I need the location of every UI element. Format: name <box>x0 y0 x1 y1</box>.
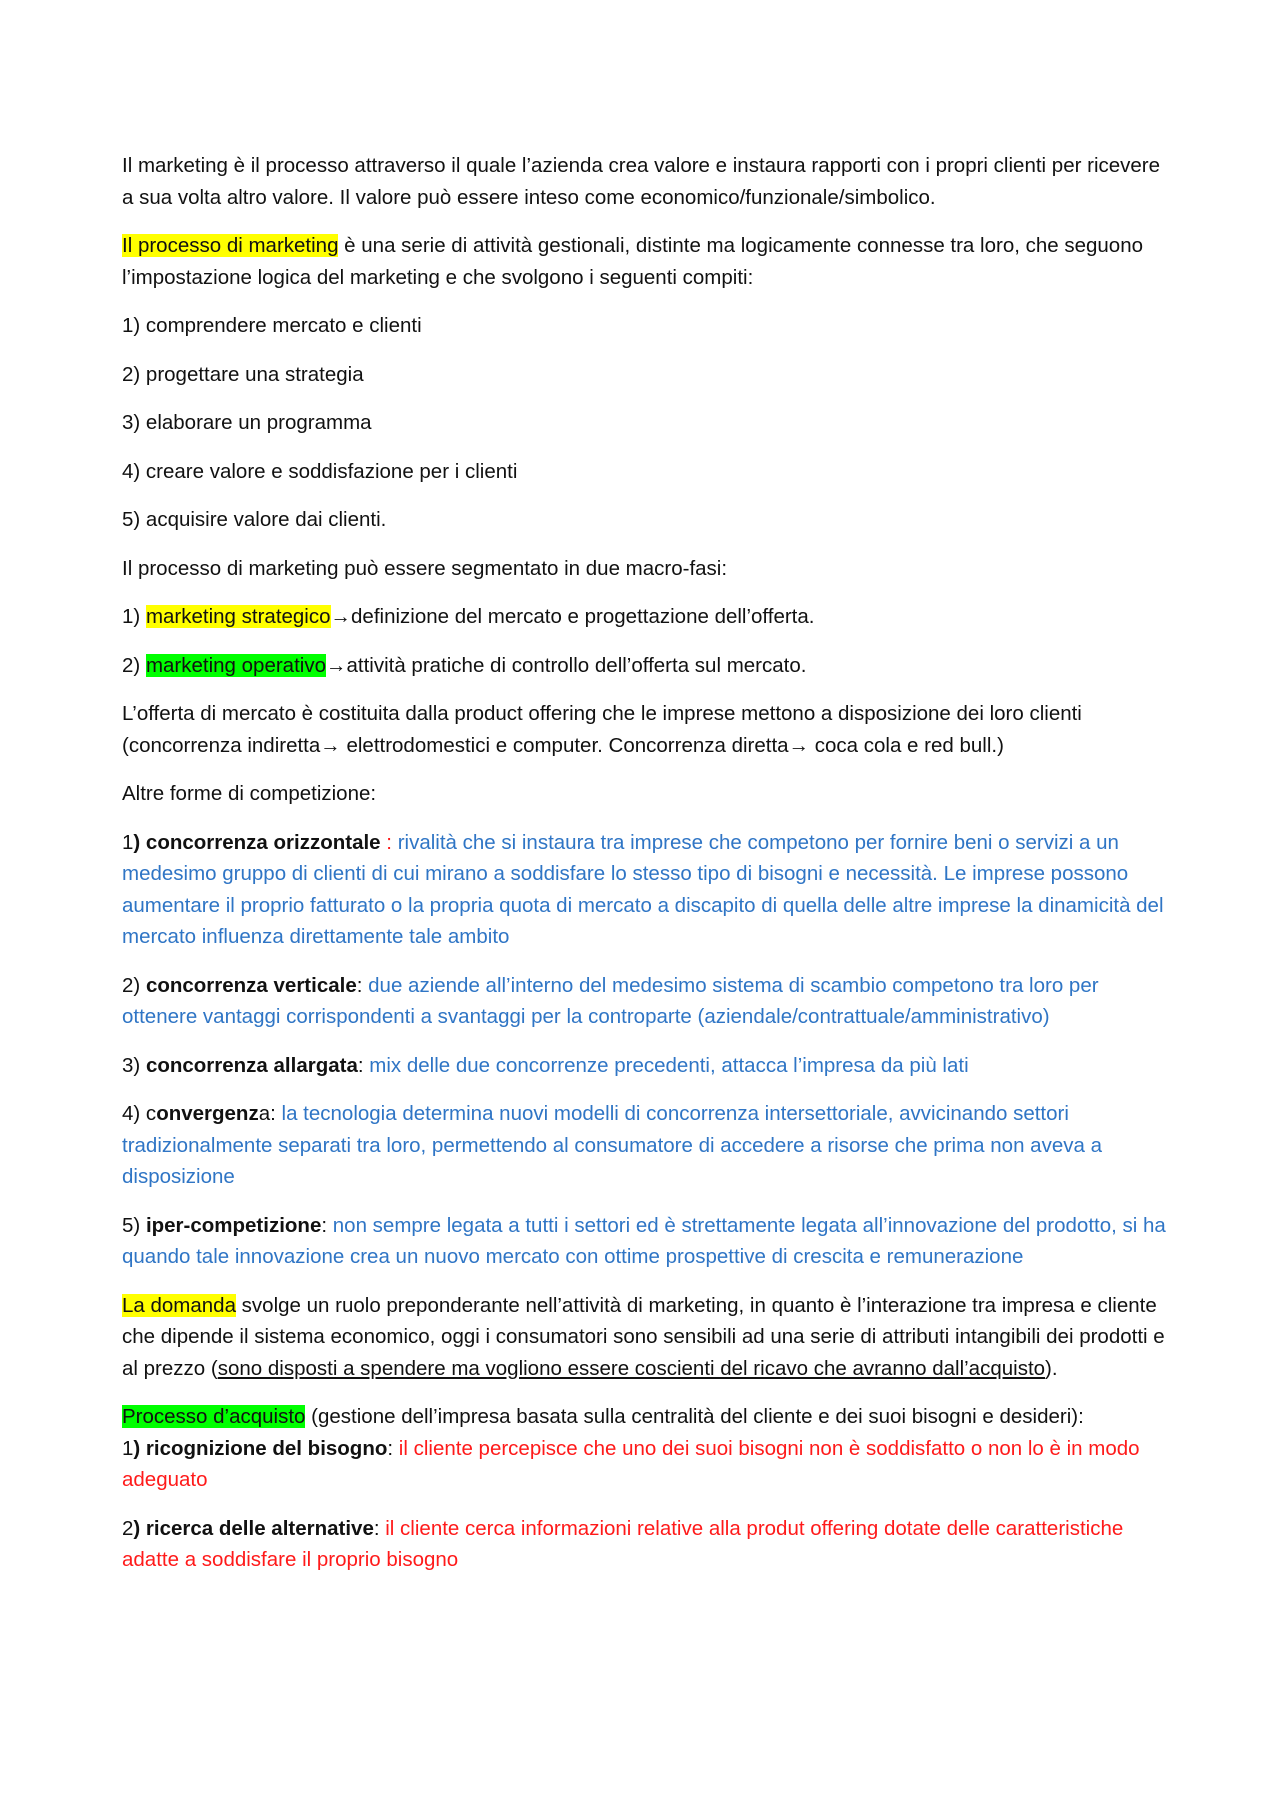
domanda-text: svolge un ruolo preponderante nell’attività di marketing, in quanto è l’interazione tra impresa e cliente che dipende il sistema economico, oggi i consumatori sono sensibili ad una serie di attributi intangibili dei prodotti e al prezzo ( <box>122 1293 1165 1380</box>
competizione-item <box>122 970 1170 1033</box>
acquisto-term: ) ricognizione del bisogno <box>133 1436 388 1460</box>
competizione-number: 5) <box>122 1213 146 1237</box>
processo-highlight: Il processo di marketing <box>122 234 339 257</box>
offerta-paragraph <box>122 698 1170 761</box>
competizione-number: 4) c <box>122 1102 157 1125</box>
competizione-separator: : <box>321 1213 333 1237</box>
competizione-description: rivalità che si instaura tra imprese che competono per fornire beni o servizi a un medesimo gruppo di clienti di cui mirano a soddisfare lo stesso tipo di bisogni e necessità. Le imprese possono aumentare il proprio fatturato o la propria quota di mercato a discapito di quella delle altre imprese la dinamicità del mercato influenza direttamente tale ambito <box>122 830 1164 948</box>
competizione-item <box>122 1050 1170 1082</box>
intro-paragraph: Il marketing è il processo attraverso il quale l’azienda crea valore e instaura rapporti con i propri clienti per ricevere a sua volta altro valore. Il valore può essere inteso come economico/funzionale/simbolico. <box>122 154 1161 209</box>
competizione-description: non sempre legata a tutti i settori ed è strettamente legata all’innovazione del prodotto, si ha quando tale innovazione crea un nuovo mercato con ottime prospettive di crescita e remunerazione <box>122 1213 1166 1268</box>
competizione-separator: : <box>357 1053 370 1077</box>
competizione-item <box>122 1210 1170 1273</box>
acquisto-description: il cliente percepisce che uno dei suoi bisogni non è soddisfatto o non lo è in modo adeguato <box>122 1436 1140 1491</box>
compito-item: 3) elaborare un programma <box>122 411 372 434</box>
macro-fase-number: 2) <box>122 653 146 677</box>
arrow-right-icon: → <box>320 733 341 757</box>
offerta-text: coca cola e red bull.) <box>809 733 1004 757</box>
compito-item: 4) creare valore e soddisfazione per i clienti <box>122 459 518 483</box>
competizione-description: due aziende all’interno del medesimo sistema di scambio competono tra loro per ottenere vantaggi corrispondenti a svantaggi per la controparte (aziendale/contrattuale/amministrativo) <box>122 973 1099 1028</box>
macro-fase-highlight: marketing operativo <box>145 653 326 677</box>
competizione-number: 2) <box>122 973 146 997</box>
offerta-text: elettrodomestici e computer. Concorrenza diretta <box>340 733 789 757</box>
competizione-term: concorrenza verticale <box>145 973 357 997</box>
macro-fase-item <box>122 601 1170 633</box>
macro-fase-text: attività pratiche di controllo dell’offerta sul mercato. <box>346 653 807 677</box>
compito-item: 1) comprendere mercato e clienti <box>122 314 422 337</box>
domanda-highlight: La domanda <box>122 1293 236 1317</box>
competizione-separator: a: <box>258 1102 282 1125</box>
competizione-description: mix delle due concorrenze precedenti, attacca l’impresa da più lati <box>369 1053 969 1077</box>
competizione-term: ) concorrenza orizzontale <box>133 830 381 854</box>
competizione-description: la tecnologia determina nuovi modelli di concorrenza intersettoriale, avvicinando settori tradizionalmente separati tra loro, permettendo al consumatore di accedere a risorse che prima non aveva a disposizione <box>122 1102 1102 1188</box>
acquisto-number: 1 <box>122 1436 134 1460</box>
competizione-number: 1 <box>122 830 134 854</box>
arrow-right-icon: → <box>325 653 347 677</box>
arrow-right-icon: → <box>788 733 810 757</box>
acquisto-separator: : <box>387 1436 399 1460</box>
macro-fase-highlight: marketing strategico <box>145 605 331 628</box>
domanda-end: ). <box>1045 1356 1058 1380</box>
acquisto-text: (gestione dell’impresa basata sulla centralità del cliente e dei suoi bisogni e desideri): <box>305 1405 1084 1428</box>
acquisto-highlight: Processo d’acquisto <box>122 1405 306 1428</box>
competizione-separator: : <box>380 830 398 854</box>
acquisto-paragraph <box>122 1401 1170 1433</box>
competizione-term: iper-competizione <box>145 1213 322 1237</box>
competizione-item <box>122 1098 1170 1193</box>
acquisto-term: ) ricerca delle alternative <box>133 1516 374 1540</box>
competizione-item <box>122 827 1170 953</box>
competizione-intro: Altre forme di competizione: <box>122 782 377 805</box>
competizione-term: concorrenza allargata <box>145 1053 358 1077</box>
compito-item: 5) acquisire valore dai clienti. <box>122 508 387 531</box>
acquisto-separator: : <box>373 1516 386 1540</box>
macro-fase-item <box>122 650 1170 682</box>
competizione-number: 3) <box>122 1053 146 1077</box>
document-page <box>122 150 1170 1593</box>
macro-fase-text: definizione del mercato e progettazione dell’offerta. <box>351 605 815 628</box>
offerta-text: L’offerta di mercato è costituita dalla product offering che le imprese mettono a disposizione dei loro clienti (concorrenza indiretta <box>122 702 1082 757</box>
domanda-underlined: sono disposti a spendere ma vogliono essere coscienti del ricavo che avranno dall’acquisto <box>217 1356 1046 1380</box>
macro-fasi-intro: Il processo di marketing può essere segmentato in due macro-fasi: <box>122 556 728 580</box>
processo-text: è una serie di attività gestionali, distinte ma logicamente connesse tra loro, che seguono l’impostazione logica del marketing e che svolgono i seguenti compiti: <box>122 234 1144 289</box>
competizione-term: onvergenz <box>156 1102 259 1125</box>
acquisto-item <box>122 1513 1170 1576</box>
acquisto-description: il cliente cerca informazioni relative alla produt offering dotate delle caratteristiche adatte a soddisfare il proprio bisogno <box>122 1516 1124 1571</box>
arrow-right-icon: → <box>330 605 352 628</box>
competizione-separator: : <box>356 973 369 997</box>
acquisto-number: 2 <box>122 1516 134 1540</box>
macro-fase-number: 1) <box>122 605 146 628</box>
compito-item: 2) progettare una strategia <box>122 362 364 386</box>
domanda-paragraph <box>122 1290 1170 1385</box>
acquisto-item <box>122 1433 1170 1496</box>
processo-paragraph <box>122 230 1170 293</box>
